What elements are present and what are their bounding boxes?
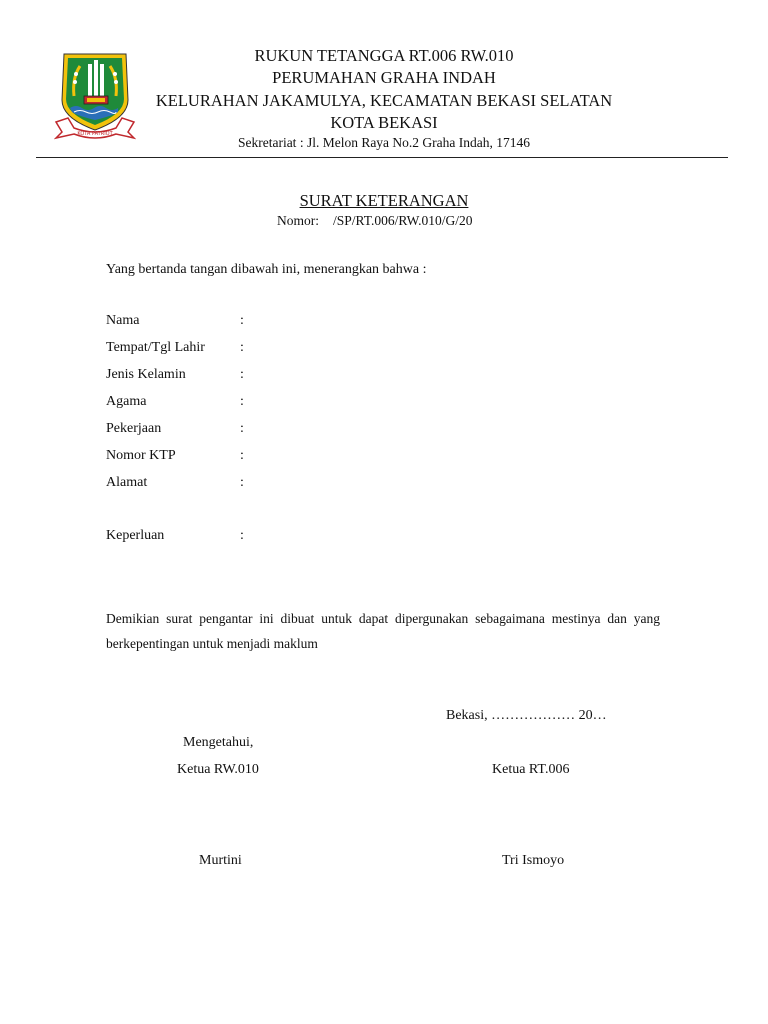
field-label: Nama bbox=[106, 313, 140, 328]
emblem-ribbon-text: KOTA PATRIOT bbox=[77, 131, 113, 137]
field-separator: : bbox=[240, 421, 244, 436]
ketua-rt-title: Ketua RT.006 bbox=[492, 762, 570, 777]
field-tempat-tgl-lahir bbox=[106, 340, 406, 360]
mengetahui-label: Mengetahui, bbox=[183, 735, 254, 750]
field-separator: : bbox=[240, 367, 244, 382]
place-date: Bekasi, ……………… 20… bbox=[446, 708, 607, 723]
field-jenis-kelamin bbox=[106, 367, 406, 387]
letterhead-line-1: RUKUN TETANGGA RT.006 RW.010 bbox=[254, 46, 514, 65]
letterhead-line-2: PERUMAHAN GRAHA INDAH bbox=[272, 68, 496, 87]
ketua-rw-title: Ketua RW.010 bbox=[177, 762, 259, 777]
field-agama bbox=[106, 394, 406, 414]
field-keperluan bbox=[106, 528, 406, 548]
field-label: Agama bbox=[106, 394, 147, 409]
nomor-label: Nomor: bbox=[277, 213, 319, 228]
field-alamat bbox=[106, 475, 406, 495]
letterhead-line-4: KOTA BEKASI bbox=[330, 113, 438, 132]
field-label: Alamat bbox=[106, 475, 148, 490]
letterhead-address: Sekretariat : Jl. Melon Raya No.2 Graha Indah, 17146 bbox=[237, 135, 531, 150]
closing-paragraph bbox=[106, 606, 660, 656]
field-separator: : bbox=[240, 528, 244, 543]
ketua-rw-name: Murtini bbox=[199, 853, 242, 868]
closing-line-1: Demikian surat pengantar ini dibuat untuk dapat dipergunakan sebagaimana mestinya dan yang bbox=[106, 611, 660, 626]
field-separator: : bbox=[240, 313, 244, 328]
field-pekerjaan bbox=[106, 421, 406, 441]
field-separator: : bbox=[240, 448, 244, 463]
field-label: Keperluan bbox=[106, 528, 165, 543]
letterhead-line-3: KELURAHAN JAKAMULYA, KECAMATAN BEKASI SELATAN bbox=[155, 91, 613, 110]
field-label: Nomor KTP bbox=[106, 448, 176, 463]
field-label: Jenis Kelamin bbox=[106, 367, 186, 382]
field-separator: : bbox=[240, 475, 244, 490]
document-number bbox=[277, 213, 472, 229]
field-separator: : bbox=[240, 340, 244, 355]
field-label: Pekerjaan bbox=[106, 421, 162, 436]
ketua-rt-name: Tri Ismoyo bbox=[502, 853, 565, 868]
field-nomor-ktp bbox=[106, 448, 406, 468]
letterhead-divider bbox=[36, 157, 728, 158]
nomor-value: /SP/RT.006/RW.010/G/20 bbox=[333, 213, 473, 228]
closing-line-2: berkepentingan untuk menjadi maklum bbox=[106, 636, 318, 651]
document-title bbox=[0, 191, 768, 211]
intro-text: Yang bertanda tangan dibawah ini, menerangkan bahwa : bbox=[106, 262, 427, 277]
field-separator: : bbox=[240, 394, 244, 409]
field-label: Tempat/Tgl Lahir bbox=[106, 340, 205, 355]
document-title-text: SURAT KETERANGAN bbox=[299, 191, 469, 210]
field-nama bbox=[106, 313, 406, 333]
